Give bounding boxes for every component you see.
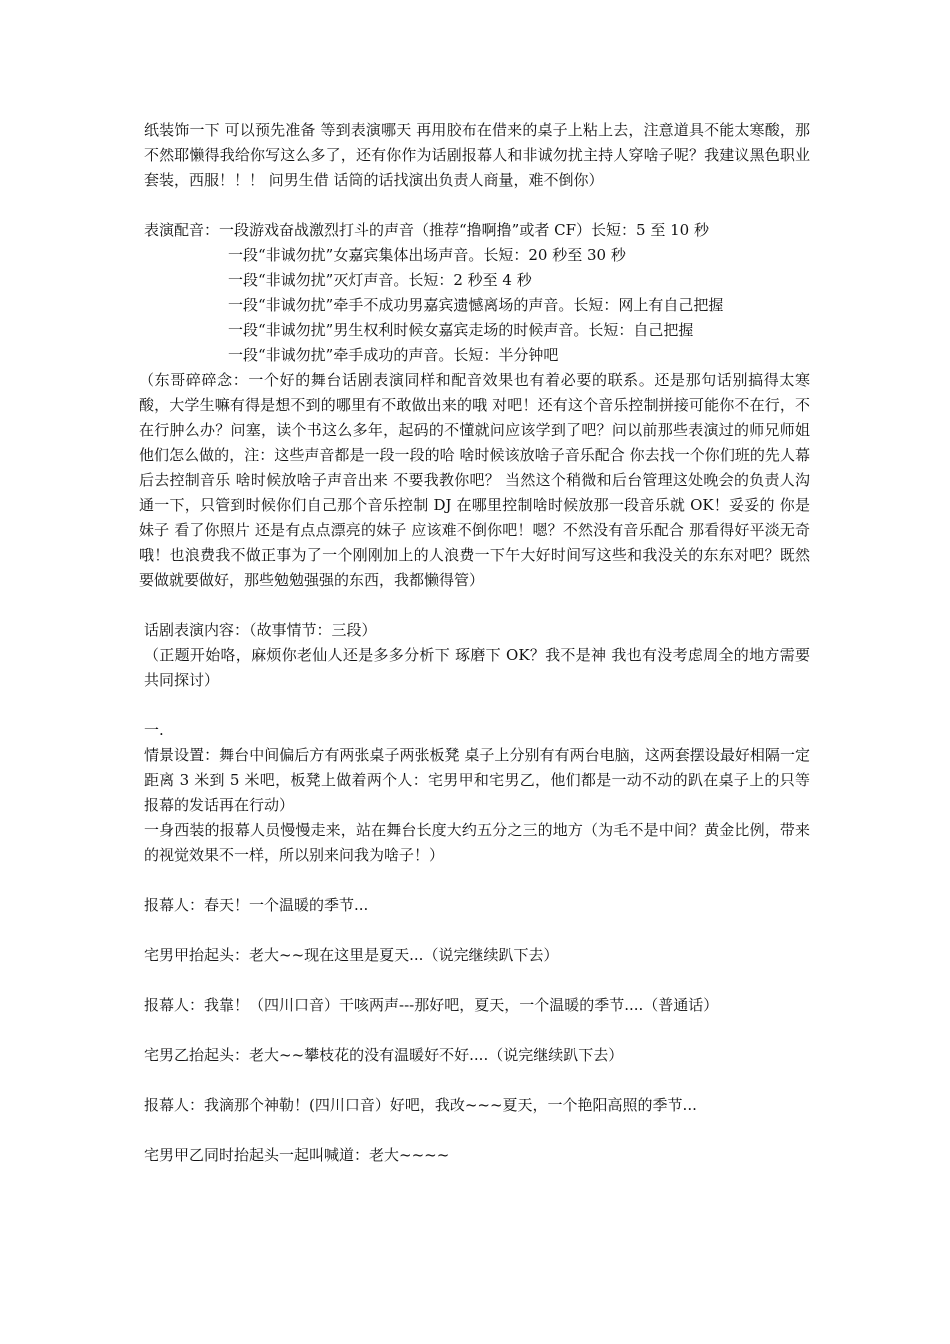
sound-item: 一段“非诚勿扰”女嘉宾集体出场声音。长短：20 秒至 30 秒: [228, 246, 626, 264]
dialogue-line: 报幕人：我滴那个神勒！(四川口音）好吧，我改~~~夏天，一个艳阳高照的季节...: [144, 1096, 697, 1114]
spacer: [144, 868, 810, 893]
spacer: [144, 593, 810, 618]
note-paragraph: （东哥碎碎念：一个好的舞台话剧表演同样和配音效果也有着必要的联系。还是那句话别搞得太寒酸，大学生嘛有得是想不到的哪里有不敢做出来的哦 对吧！还有这个音乐控制拼接可能你不在行，不在行肿么办？问塞，读个书这么多年，起码的不懂就问应该学到了吧？问以前那些表演过的师兄师姐他们怎么做的，注：这些声音都是一段一段的哈 啥时候该放啥子音乐配合 你去找一个你们班的先人幕后去控制音乐 啥时候放啥子声音出来 不要我教你吧？ 当然这个稍微和后台管理这处晚会的负责人沟通一下，只管到时候你们自己那个音乐控制 DJ 在哪里控制啥时候放那一段音乐就 OK！妥妥的 你是妹子 看了你照片 还是有点点漂亮的妹子 应该难不倒你吧！嗯？不然没有音乐配合 那看得好平淡无奇哦！也浪费我不做正事为了一个刚刚加上的人浪费一下午大好时间写这些和我没关的东东对吧？既然要做就要做好，那些勉勉强强的东西，我都懒得管）: [139, 371, 810, 589]
section-number: 一.: [144, 721, 164, 739]
spacer: [144, 918, 810, 943]
sound-list-first: [144, 218, 810, 243]
content-heading: 话剧表演内容：（故事情节：三段）: [144, 621, 377, 639]
spacer: [144, 1068, 810, 1093]
spacer: [144, 193, 810, 218]
sound-item: 一段“非诚勿扰”灭灯声音。长短：2 秒至 4 秒: [228, 271, 532, 289]
dialogue-line: 宅男乙抬起头：老大~~攀枝花的没有温暖好不好....（说完继续趴下去）: [144, 1046, 624, 1064]
announcer-enter-paragraph: 一身西装的报幕人员慢慢走来，站在舞台长度大约五分之三的地方（为毛不是中间？黄金比例，带来的视觉效果不一样，所以别来问我为啥子！）: [144, 821, 810, 864]
dialogue-line: 宅男甲抬起头：老大~~现在这里是夏天...（说完继续趴下去）: [144, 946, 559, 964]
sound-item: 一段“非诚勿扰”牵手不成功男嘉宾遗憾离场的声音。长短：网上有自己把握: [228, 296, 724, 314]
sound-item: 一段游戏奋战激烈打斗的声音（推荐“撸啊撸”或者 CF）长短：5 至 10 秒: [219, 221, 709, 239]
document-page: [139, 118, 810, 1168]
sound-item: 一段“非诚勿扰”牵手成功的声音。长短：半分钟吧: [228, 346, 559, 364]
spacer: [144, 1018, 810, 1043]
spacer: [144, 968, 810, 993]
sound-heading: 表演配音：: [144, 221, 220, 239]
intro-paragraph: 纸装饰一下 可以预先准备 等到表演哪天 再用胶布在借来的桌子上粘上去，注意道具不能太寒酸，那不然耶懒得我给你写这么多了，还有你作为话剧报幕人和非诚勿扰主持人穿啥子呢？我建议黑色职业套装，西服！！！ 问男生借 话筒的话找演出负责人商量，难不倒你）: [144, 121, 810, 189]
spacer: [144, 693, 810, 718]
dialogue-line: 报幕人：春天！一个温暖的季节...: [144, 896, 369, 914]
dialogue-line: 报幕人：我靠！（四川口音）干咳两声---那好吧，夏天，一个温暖的季节....（普通话）: [144, 996, 719, 1014]
dialogue-line: 宅男甲乙同时抬起头一起叫喊道：老大~~~~: [144, 1146, 450, 1164]
spacer: [144, 1118, 810, 1143]
sound-item: 一段“非诚勿扰”男生权利时候女嘉宾走场的时候声音。长短：自己把握: [228, 321, 694, 339]
note-paragraph: （正题开始咯，麻烦你老仙人还是多多分析下 琢磨下 OK？我不是神 我也有没考虑周全的地方需要共同探讨）: [144, 646, 810, 689]
scene-paragraph: 情景设置：舞台中间偏后方有两张桌子两张板凳 桌子上分别有有两台电脑，这两套摆设最好相隔一定距离 3 米到 5 米吧，板凳上做着两个人：宅男甲和宅男乙，他们都是一动不动的趴在桌子上的只等报幕的发话再在行动）: [144, 746, 810, 814]
